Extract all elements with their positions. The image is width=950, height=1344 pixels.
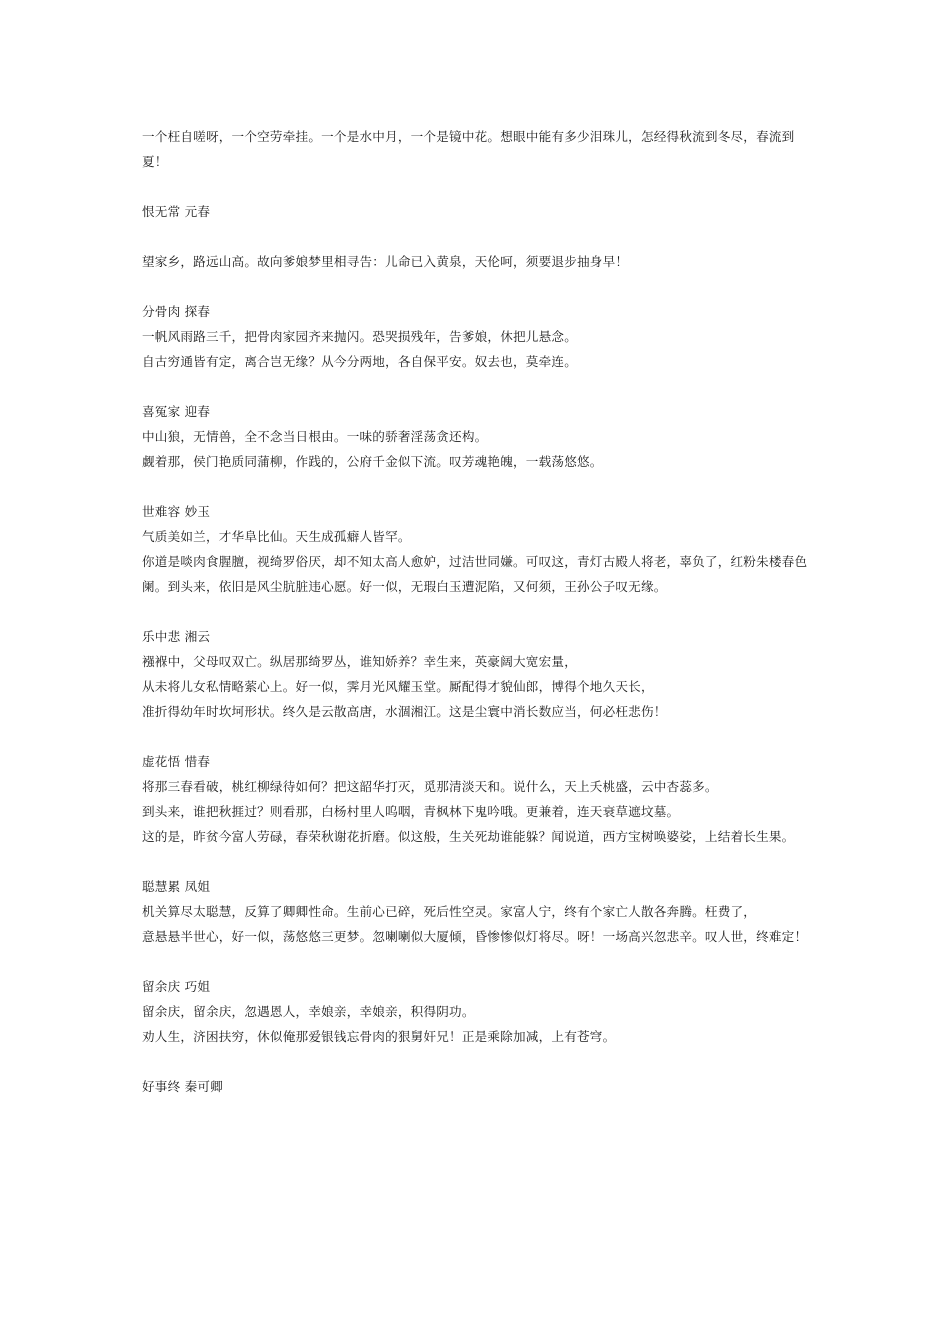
paragraph-gap [142, 474, 808, 499]
section-heading: 留余庆 巧姐 [142, 979, 211, 994]
verse-line: 一帆风雨路三千，把骨肉家园齐来抛闪。恐哭损残年，告爹娘，休把儿悬念。 [142, 329, 577, 344]
verse-line: 你道是啖肉食腥膻，视绮罗俗厌，却不知太高人愈妒，过洁世同嫌。可叹这，青灯古殿人将老，辜负了，红粉朱楼春色阑。到头来，依旧是风尘肮脏违心愿。好一似，无瑕白玉遭泥陷，又何须，王孙公子叹无缘。 [142, 554, 808, 594]
section-qinkeqing [142, 1074, 808, 1099]
paragraph-gap [142, 949, 808, 974]
section-heading: 分骨肉 探春 [142, 304, 211, 319]
section-miaoyu [142, 499, 808, 599]
verse-line: 望家乡，路远山高。故向爹娘梦里相寻告：儿命已入黄泉，天伦呵，须要退步抽身早！ [142, 254, 629, 269]
section-fengjie [142, 874, 808, 949]
verse-line: 准折得幼年时坎坷形状。终久是云散高唐，水涸湘江。这是尘寰中消长数应当，何必枉悲伤！ [142, 704, 667, 719]
section-heading-block [142, 199, 808, 224]
paragraph-gap [142, 1049, 808, 1074]
verse-line: 到头来，谁把秋捱过？则看那，白杨村里人呜咽，青枫林下鬼吟哦。更兼着，连天衰草遮坟墓。 [142, 804, 680, 819]
verse-line: 留余庆，留余庆，忽遇恩人，幸娘亲，幸娘亲，积得阴功。 [142, 1004, 475, 1019]
section-xiangyun [142, 624, 808, 724]
section-heading: 乐中悲 湘云 [142, 629, 211, 644]
paragraph-gap [142, 274, 808, 299]
paragraph-gap [142, 599, 808, 624]
paragraph-gap [142, 724, 808, 749]
document-body [142, 124, 808, 1099]
paragraph-gap [142, 849, 808, 874]
verse-line: 机关算尽太聪慧，反算了卿卿性命。生前心已碎，死后性空灵。家富人宁，终有个家亡人散各奔腾。枉费了， [142, 904, 757, 919]
section-qiaojie [142, 974, 808, 1049]
verse-line: 劝人生，济困扶穷，休似俺那爱银钱忘骨肉的狠舅奸兄！正是乘除加减，上有苍穹。 [142, 1029, 616, 1044]
section-yingchun [142, 399, 808, 474]
paragraph-gap [142, 224, 808, 249]
section-heading: 好事终 秦可卿 [142, 1079, 223, 1094]
verse-line: 襁褓中，父母叹双亡。纵居那绮罗丛，谁知娇养？幸生来，英豪阔大宽宏量， [142, 654, 577, 669]
verse-line: 意悬悬半世心，好一似，荡悠悠三更梦。忽喇喇似大厦倾，昏惨惨似灯将尽。呀！一场高兴忽悲辛。叹人世，终难定！ [142, 929, 808, 944]
section-xichun [142, 749, 808, 849]
verse-block [142, 249, 808, 274]
paragraph-gap [142, 174, 808, 199]
verse-line: 中山狼，无情兽，全不念当日根由。一味的骄奢淫荡贪还构。 [142, 429, 488, 444]
section-heading: 恨无常 元春 [142, 204, 211, 219]
verse-line: 气质美如兰，才华阜比仙。天生成孤癖人皆罕。 [142, 529, 411, 544]
section-heading: 世难容 妙玉 [142, 504, 211, 519]
section-heading: 喜冤家 迎春 [142, 404, 211, 419]
verse-line: 自古穷通皆有定，离合岂无缘？从今分两地，各自保平安。奴去也，莫牵连。 [142, 354, 577, 369]
verse-line: 将那三春看破，桃红柳绿待如何？把这韶华打灭，觅那清淡天和。说什么，天上夭桃盛，云中杏蕊多。 [142, 779, 718, 794]
verse-line: 这的是，昨贫今富人劳碌，春荣秋谢花折磨。似这般，生关死劫谁能躲？闻说道，西方宝树唤婆娑，上结着长生果。 [142, 829, 795, 844]
section-heading: 聪慧累 凤姐 [142, 879, 211, 894]
section-heading: 虚花悟 惜春 [142, 754, 211, 769]
verse-line: 一个枉自嗟呀，一个空劳牵挂。一个是水中月，一个是镜中花。想眼中能有多少泪珠儿，怎经得秋流到冬尽，春流到夏！ [142, 129, 795, 169]
verse-line: 从未将儿女私情略萦心上。好一似，霁月光风耀玉堂。厮配得才貌仙郎，博得个地久天长， [142, 679, 654, 694]
verse-line: 觑着那，侯门艳质同蒲柳，作践的，公府千金似下流。叹芳魂艳魄，一载荡悠悠。 [142, 454, 603, 469]
section-tanchun [142, 299, 808, 374]
paragraph-gap [142, 374, 808, 399]
verse-block [142, 124, 808, 174]
